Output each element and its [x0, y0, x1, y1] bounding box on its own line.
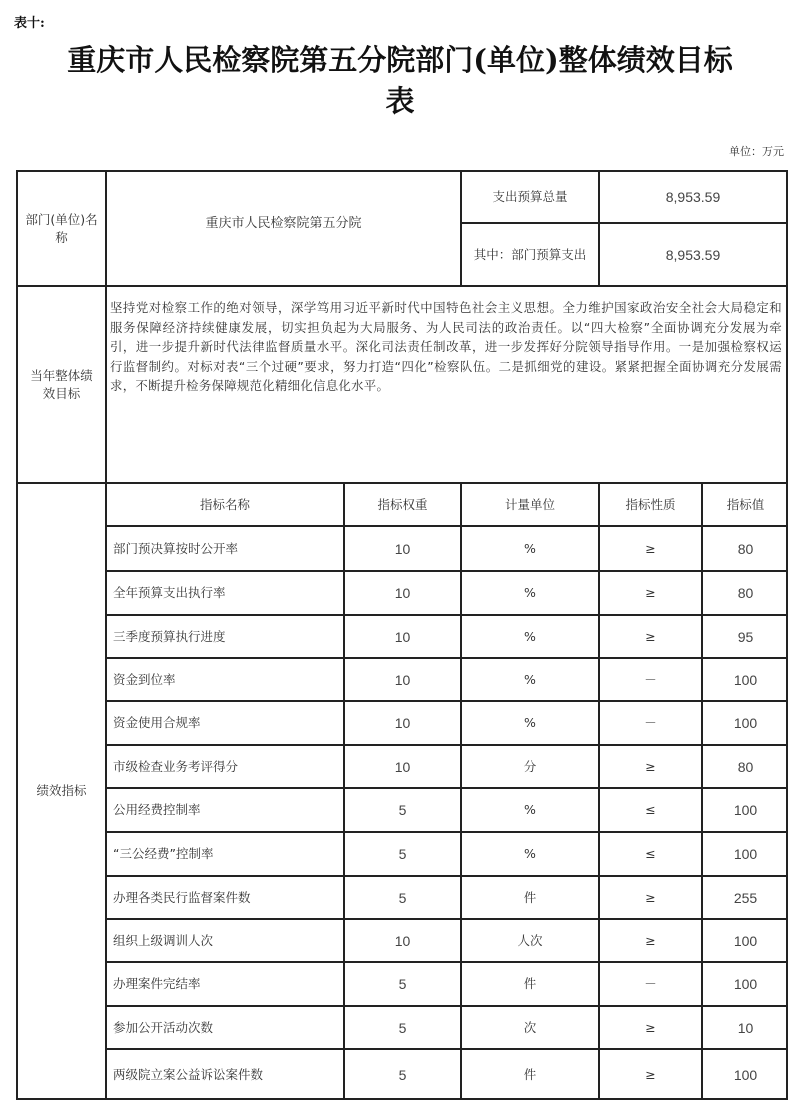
- indicator-weight-cell: 10: [394, 585, 411, 601]
- indicator-unit-cell: %: [524, 802, 536, 817]
- indicator-value-cell: 80: [737, 758, 754, 775]
- indicator-value-cell: 255: [733, 889, 758, 906]
- indicator-name-cell: “三公经费”控制率: [113, 846, 214, 861]
- indicator-weight-cell: 5: [398, 802, 407, 818]
- annual-goal-text: 坚持党对检察工作的绝对领导，深学笃用习近平新时代中国特色社会主义思想。全力维护国家政治安全社会大局稳定和服务保障经济持续健康发展，切实担负起为大局服务、为人民司法的政治责任。以“四大检察”全面协调充分发展为牵引，进一步提升新时代法律监督质量水平。深化司法责任制改革，进一步发挥好分院领导指导作用。一是加强检察权运行监督制约。对标对表“三个过硬”要求，努力打造“四化”检察队伍。二是抓细党的建设。紧紧把握全面协调充分发展需求，不断提升检务保障规范化精细化信息化水平。: [110, 300, 782, 393]
- indicator-value-cell: 10: [737, 1019, 754, 1036]
- indicator-name-cell: 部门预决算按时公开率: [113, 540, 239, 556]
- title-line-1: 重庆市人民检察院第五分院部门(单位)整体绩效目标: [67, 43, 733, 77]
- indicator-nature-cell: ≥: [645, 1067, 656, 1082]
- indicator-unit-cell: %: [524, 715, 536, 730]
- dept-name-label-text: 部门(单位)名称: [25, 211, 98, 245]
- table-number-label: 表十:: [14, 16, 45, 31]
- indicator-name-cell: 资金到位率: [113, 671, 176, 687]
- unit-label: 单位：万元: [729, 145, 784, 158]
- indicator-unit-cell: 件: [523, 976, 537, 991]
- indicator-name-cell: 办理各类民行监督案件数: [113, 889, 251, 905]
- column-header-indicator-weight: 指标权重: [377, 496, 428, 512]
- indicator-nature-cell: ≥: [645, 1019, 656, 1035]
- indicator-name-cell: 组织上级调训人次: [113, 932, 214, 948]
- title-line-2: 表: [385, 84, 415, 118]
- indicator-unit-cell: %: [524, 671, 536, 687]
- indicator-nature-cell: ≥: [645, 758, 656, 774]
- indicator-name-cell: 三季度预算执行进度: [113, 628, 226, 644]
- indicator-nature-cell: ≥: [645, 628, 656, 644]
- total-budget-label: [462, 172, 598, 222]
- dept-budget-label-text: 其中：部门预算支出: [473, 246, 587, 262]
- indicator-value-cell: 100: [733, 715, 758, 731]
- indicator-unit-cell: %: [524, 585, 536, 600]
- indicators-label-text: 绩效指标: [36, 783, 87, 798]
- indicator-weight-cell: 5: [398, 1067, 407, 1083]
- total-budget-label-text: 支出预算总量: [492, 189, 568, 204]
- indicator-weight-cell: 10: [394, 758, 411, 775]
- indicator-value-cell: 80: [737, 585, 754, 601]
- indicator-unit-cell: %: [524, 540, 536, 556]
- indicator-value-cell: 100: [733, 846, 758, 862]
- dept-budget-value: [600, 224, 786, 285]
- page-title: [0, 40, 800, 122]
- indicator-nature-cell: ≤: [645, 802, 656, 817]
- indicator-value-cell: 100: [733, 932, 758, 949]
- indicator-unit-cell: 人次: [517, 932, 543, 948]
- indicator-weight-cell: 10: [394, 932, 411, 949]
- indicator-name-cell: 两级院立案公益诉讼案件数: [113, 1067, 264, 1082]
- indicator-weight-cell: 10: [394, 671, 411, 688]
- total-budget-value: [600, 172, 786, 222]
- dept-budget-label: [462, 224, 598, 285]
- indicator-name-cell: 参加公开活动次数: [113, 1019, 214, 1035]
- indicator-weight-cell: 5: [398, 846, 407, 862]
- indicator-weight-cell: 10: [394, 715, 411, 731]
- indicator-value-cell: 100: [733, 976, 758, 992]
- indicator-nature-cell: －: [644, 976, 657, 991]
- column-header-indicator-name: 指标名称: [199, 496, 250, 512]
- indicator-unit-cell: 分: [523, 758, 537, 774]
- column-header-indicator-unit: 计量单位: [504, 496, 555, 512]
- total-budget-value-text: 8,953.59: [665, 189, 721, 205]
- column-header-indicator-value: 指标值: [726, 496, 765, 512]
- indicator-nature-cell: －: [644, 715, 657, 730]
- indicator-nature-cell: ≥: [645, 540, 656, 556]
- indicator-unit-cell: %: [524, 628, 536, 644]
- indicator-nature-cell: ≥: [645, 889, 656, 905]
- indicator-nature-cell: ≥: [645, 585, 656, 600]
- column-header-indicator-nature: 指标性质: [625, 496, 676, 512]
- annual-goal-label: [18, 287, 105, 482]
- dept-budget-value-text: 8,953.59: [665, 246, 721, 263]
- indicator-value-cell: 80: [737, 540, 754, 557]
- dept-name-label: [18, 172, 105, 285]
- indicator-weight-cell: 10: [394, 540, 411, 557]
- grid-line-h: [16, 285, 788, 287]
- annual-goal-label-text: 当年整体绩效目标: [30, 367, 93, 401]
- indicator-unit-cell: 件: [523, 1067, 537, 1082]
- indicator-nature-cell: ≥: [645, 932, 656, 948]
- indicator-weight-cell: 10: [394, 628, 411, 645]
- indicator-value-cell: 100: [733, 802, 758, 818]
- indicator-value-cell: 100: [733, 671, 758, 688]
- indicators-label: [18, 484, 105, 1098]
- indicator-name-cell: 办理案件完结率: [113, 976, 201, 991]
- indicator-name-cell: 公用经费控制率: [113, 802, 201, 817]
- indicator-nature-cell: －: [644, 671, 657, 687]
- indicator-nature-cell: ≤: [645, 846, 656, 861]
- indicator-value-cell: 95: [737, 628, 754, 645]
- indicator-name-cell: 全年预算支出执行率: [113, 585, 226, 600]
- dept-name-value-text: 重庆市人民检察院第五分院: [205, 215, 362, 231]
- indicator-unit-cell: %: [524, 846, 536, 861]
- indicator-unit-cell: 次: [523, 1019, 537, 1035]
- indicator-name-cell: 市级检查业务考评得分: [113, 758, 239, 774]
- indicator-name-cell: 资金使用合规率: [113, 715, 201, 730]
- indicator-unit-cell: 件: [523, 889, 537, 905]
- indicator-weight-cell: 5: [398, 976, 407, 992]
- indicator-weight-cell: 5: [398, 889, 407, 906]
- indicator-weight-cell: 5: [398, 1019, 407, 1036]
- indicator-value-cell: 100: [733, 1067, 758, 1083]
- dept-name-value: [107, 172, 460, 285]
